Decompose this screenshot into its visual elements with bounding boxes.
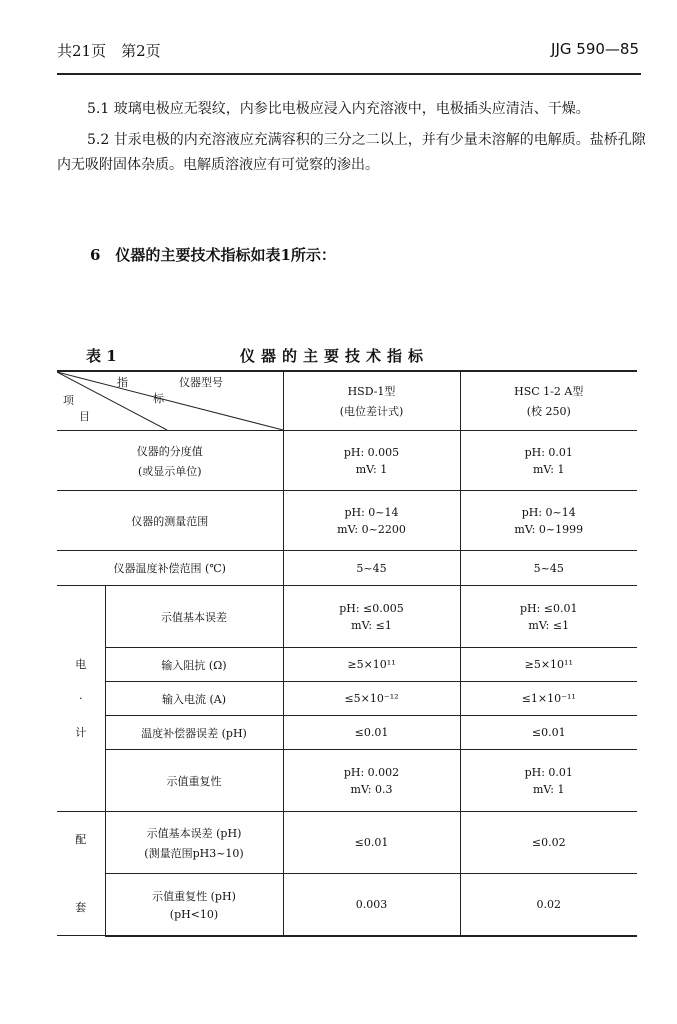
table-row [57,648,637,682]
row-label: 示值重复性 [105,750,283,812]
corner-xiang: 项 [63,394,74,407]
cell-value: ≤0.01 [283,812,460,874]
group-label-electrometer [57,586,105,812]
corner-biao: 标 [153,392,164,405]
cell-value: 0.003 [283,874,460,936]
model-1-header [283,371,460,431]
group-char: 计 [75,725,87,739]
table-row [57,551,637,586]
group-label-accessory [57,812,105,936]
row-label: 仪器的测量范围 [131,514,209,528]
cell-value: mV: 0~1999 [514,522,584,536]
table-row [57,491,637,551]
cell-value: 5~45 [283,551,460,586]
corner-model: 仪器型号 [179,376,223,389]
model-2-desc: (校 250) [526,405,571,418]
cell-value: 0.02 [460,874,637,936]
cell-value: ≤1×10⁻¹¹ [460,682,637,716]
corner-mu: 目 [79,410,90,423]
corner-diagonal [57,372,283,430]
row-label-note: (pH<10) [169,907,219,921]
cell-value: pH: 0~14 [521,505,576,519]
table-row [57,431,637,491]
table-row [57,874,637,936]
paragraph-5-2: 5.2 甘汞电极的内充溶液应充满容积的三分之二以上，并有少量未溶解的电解质。盐桥孔隙内无吸附固体杂质。电解质溶液应有可觉察的渗出。 [57,132,646,173]
table-header-row [57,371,637,431]
cell-value: 5~45 [460,551,637,586]
group-char: 套 [75,900,87,914]
cell-value: ≤0.01 [283,716,460,750]
row-label-note: (或显示单位) [137,464,202,478]
cell-value: ≤0.02 [460,812,637,874]
row-label: 温度补偿器误差 (pH) [105,716,283,750]
corner-zhi: 指 [117,376,128,389]
cell-value: pH: ≤0.005 [339,601,404,615]
cell-value: ≥5×10¹¹ [460,648,637,682]
group-char: · [79,691,83,705]
cell-value: ≤5×10⁻¹² [283,682,460,716]
row-label: 示值基本误差 (pH) [146,826,242,840]
standard-code: JJG 590—85 [551,40,639,58]
model-2-header [460,371,637,431]
cell-value: mV: 1 [355,462,388,476]
cell-value: pH: 0.005 [343,445,400,459]
cell-value: mV: ≤1 [351,618,392,632]
cell-value: pH: 0.01 [524,765,573,779]
row-label: 仪器的分度值 [136,444,203,458]
spec-table [57,370,637,937]
cell-value: ≤0.01 [460,716,637,750]
cell-value: mV: 0~2200 [337,522,406,536]
table-number: 表 1 [86,347,117,365]
model-2-name: HSC 1-2 A型 [514,385,584,398]
table-row [57,812,637,874]
group-char: 电 [75,657,87,671]
table-row [57,586,637,648]
section-6: 6 仪器的主要技术指标如表1所示： [90,246,336,264]
row-label: 示值基本误差 [161,610,227,624]
header-rule [57,73,641,75]
group-char: 配 [75,832,87,846]
row-label: 输入电流 (A) [105,682,283,716]
cell-value: pH: ≤0.01 [519,601,578,615]
row-label: 仪器温度补偿范围 (℃) [113,562,226,575]
page-count: 共21页 第2页 [57,42,161,60]
cell-value: mV: 0.3 [350,782,393,796]
cell-value: mV: 1 [533,782,565,796]
model-1-desc: (电位差计式) [339,405,404,418]
cell-value: mV: 1 [533,462,565,476]
table-title: 仪器的主要技术指标 [240,347,430,365]
cell-value: pH: 0.01 [524,445,573,459]
table-row [57,716,637,750]
row-label: 输入阻抗 (Ω) [105,648,283,682]
paragraph-5-1: 5.1 玻璃电极应无裂纹，内参比电极应浸入内充溶液中，电极插头应清洁、干燥。 [87,101,590,117]
cell-value: mV: ≤1 [528,618,570,632]
row-label: 示值重复性 (pH) [152,889,236,903]
corner-cell [57,371,283,431]
cell-value: pH: 0.002 [343,765,400,779]
table-row [57,682,637,716]
body-text [57,97,647,184]
table-row [57,750,637,812]
model-1-name: HSD-1型 [347,385,396,398]
cell-value: ≥5×10¹¹ [283,648,460,682]
row-label-note: (测量范围pH3~10) [144,846,244,860]
cell-value: pH: 0~14 [344,505,399,519]
